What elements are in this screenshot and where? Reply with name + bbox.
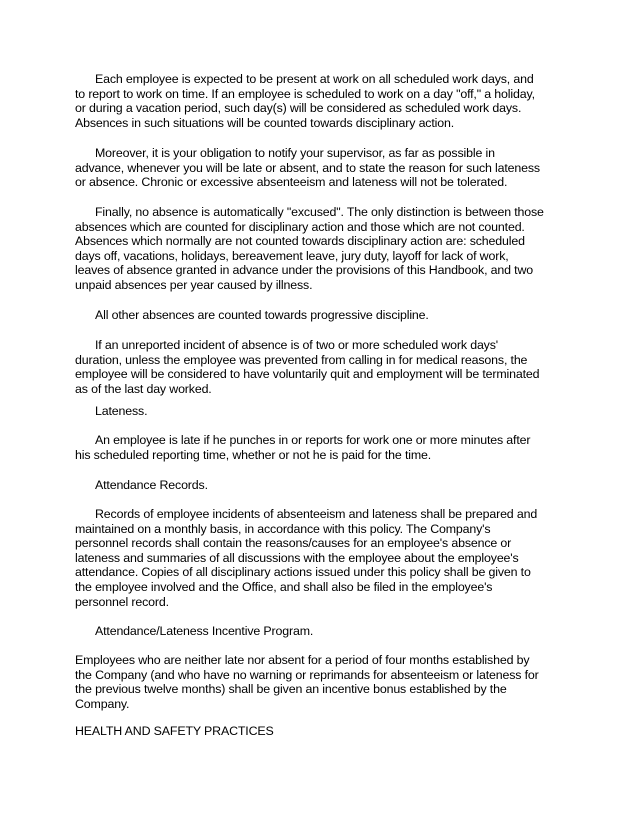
paragraph-unreported-absence bbox=[75, 338, 571, 396]
text-line: Absences in such situations will be counted towards disciplinary action. bbox=[75, 115, 455, 130]
text-line: attendance. Copies of all disciplinary actions issued under this policy shall be given to bbox=[75, 565, 531, 580]
paragraph-progressive-discipline bbox=[75, 308, 571, 323]
paragraph-attendance-expectation bbox=[75, 72, 571, 130]
text-line: the employee involved and the Office, and shall also be filed in the employee's bbox=[75, 579, 493, 594]
text-line: All other absences are counted towards progressive discipline. bbox=[95, 308, 429, 322]
text-line: or absence. Chronic or excessive absenteeism and lateness will not be tolerated. bbox=[75, 175, 508, 190]
text-line: Attendance Records. bbox=[95, 478, 208, 492]
text-line: Company. bbox=[75, 696, 130, 711]
text-line: unpaid absences per year caused by illness. bbox=[75, 277, 313, 292]
text-line: employee will be considered to have voluntarily quit and employment will be terminated bbox=[75, 367, 540, 382]
paragraph-notify-supervisor bbox=[75, 146, 571, 190]
paragraph-incentive-program bbox=[75, 653, 571, 711]
paragraph-excused-absences bbox=[75, 205, 571, 293]
text-line: Employees who are neither late nor absent for a period of four months established by bbox=[75, 653, 530, 667]
paragraph-lateness-definition bbox=[75, 433, 571, 462]
text-line: leaves of absence granted in advance under the provisions of this Handbook, and two bbox=[75, 263, 534, 278]
text-line: Finally, no absence is automatically "excused". The only distinction is between those bbox=[95, 205, 544, 219]
heading-attendance-records bbox=[75, 478, 571, 493]
text-line: If an unreported incident of absence is of two or more scheduled work days' bbox=[95, 338, 498, 352]
text-line: maintained on a monthly basis, in accordance with this policy. The Company's bbox=[75, 521, 491, 536]
text-line: his scheduled reporting time, whether or not he is paid for the time. bbox=[75, 447, 432, 462]
heading-health-safety bbox=[75, 724, 571, 739]
text-line: Each employee is expected to be present at work on all scheduled work days, and bbox=[95, 72, 534, 86]
text-line: Lateness. bbox=[95, 404, 148, 418]
text-line: duration, unless the employee was prevented from calling in for medical reasons, the bbox=[75, 352, 528, 367]
text-line: days off, vacations, holidays, bereavement leave, jury duty, layoff for lack of work, bbox=[75, 248, 509, 263]
text-line: personnel records shall contain the reasons/causes for an employee's absence or bbox=[75, 536, 512, 551]
text-line: Absences which normally are not counted towards disciplinary action are: scheduled bbox=[75, 234, 525, 249]
text-line: the Company (and who have no warning or reprimands for absenteeism or lateness for bbox=[75, 667, 539, 682]
text-line: or during a vacation period, such day(s) will be considered as scheduled work days. bbox=[75, 101, 522, 116]
text-line: the previous twelve months) shall be given an incentive bonus established by the bbox=[75, 682, 507, 697]
paragraph-attendance-records bbox=[75, 507, 571, 609]
text-line: Records of employee incidents of absenteeism and lateness shall be prepared and bbox=[95, 507, 538, 521]
heading-incentive-program bbox=[75, 624, 571, 639]
heading-lateness bbox=[75, 404, 571, 419]
text-line: lateness and summaries of all discussions with the employee about the employee's bbox=[75, 550, 519, 565]
text-line: Moreover, it is your obligation to notify your supervisor, as far as possible in bbox=[95, 146, 495, 160]
text-line: as of the last day worked. bbox=[75, 381, 212, 396]
text-line: absences which are counted for disciplinary action and those which are not counted. bbox=[75, 219, 525, 234]
text-line: personnel record. bbox=[75, 594, 169, 609]
text-line: to report to work on time. If an employee is scheduled to work on a day "off," a holiday, bbox=[75, 86, 535, 101]
text-line: Attendance/Lateness Incentive Program. bbox=[95, 624, 314, 638]
text-line: An employee is late if he punches in or reports for work one or more minutes after bbox=[95, 433, 531, 447]
text-line: HEALTH AND SAFETY PRACTICES bbox=[75, 724, 274, 738]
text-line: advance, whenever you will be late or absent, and to state the reason for such lateness bbox=[75, 160, 540, 175]
